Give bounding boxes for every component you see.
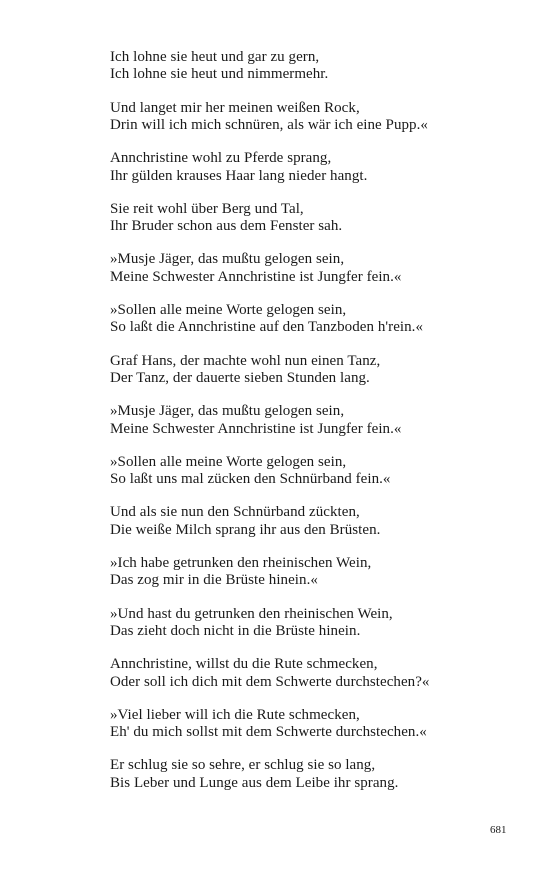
verse-line: Meine Schwester Annchristine ist Jungfer fein.« — [110, 268, 402, 285]
stanza-5 — [110, 251, 530, 302]
stanza-10 — [110, 504, 530, 555]
stanza-6 — [110, 302, 530, 353]
verse-line: Ihr Bruder schon aus dem Fenster sah. — [110, 218, 343, 235]
poem-text — [110, 49, 530, 808]
verse-line: »Musje Jäger, das mußtu gelogen sein, — [110, 403, 345, 420]
stanza-2 — [110, 100, 530, 151]
verse-line: Das zog mir in die Brüste hinein.« — [110, 572, 318, 589]
page-number: 681 — [490, 824, 507, 836]
verse-line: Ich lohne sie heut und nimmermehr. — [110, 66, 329, 83]
stanza-15 — [110, 757, 530, 808]
verse-line: Die weiße Milch sprang ihr aus den Brüsten. — [110, 521, 381, 538]
stanza-8 — [110, 403, 530, 454]
stanza-1 — [110, 49, 530, 100]
verse-line: Der Tanz, der dauerte sieben Stunden lang. — [110, 369, 370, 386]
verse-line: Graf Hans, der machte wohl nun einen Tanz, — [110, 352, 381, 369]
verse-line: »Viel lieber will ich die Rute schmecken, — [110, 706, 360, 723]
verse-line: Drin will ich mich schnüren, als wär ich eine Pupp.« — [110, 117, 428, 133]
verse-line: Und als sie nun den Schnürband zückten, — [110, 504, 360, 521]
stanza-11 — [110, 555, 530, 606]
stanza-3 — [110, 150, 530, 201]
verse-line: So laßt die Annchristine auf den Tanzboden h'rein.« — [110, 319, 424, 336]
verse-line: »Und hast du getrunken den rheinischen Wein, — [110, 605, 393, 622]
verse-line: Eh' du mich sollst mit dem Schwerte durchstechen.« — [110, 724, 427, 741]
verse-line: Bis Leber und Lunge aus dem Leibe ihr sprang. — [110, 774, 399, 791]
stanza-12 — [110, 606, 530, 657]
verse-line: »Ich habe getrunken den rheinischen Wein, — [110, 554, 372, 571]
verse-line: »Sollen alle meine Worte gelogen sein, — [110, 301, 347, 318]
verse-line: So laßt uns mal zücken den Schnürband fein.« — [110, 471, 391, 488]
verse-line: »Musje Jäger, das mußtu gelogen sein, — [110, 251, 345, 268]
verse-line: Oder soll ich dich mit dem Schwerte durchstechen?« — [110, 673, 430, 690]
verse-line: »Sollen alle meine Worte gelogen sein, — [110, 453, 347, 470]
verse-line: Er schlug sie so sehre, er schlug sie so lang, — [110, 757, 376, 774]
stanza-13 — [110, 656, 530, 707]
verse-line: Annchristine, willst du die Rute schmecken, — [110, 656, 378, 673]
stanza-14 — [110, 707, 530, 758]
verse-line: Sie reit wohl über Berg und Tal, — [110, 200, 304, 217]
verse-line: Ihr gülden krauses Haar lang nieder hangt. — [110, 167, 368, 184]
verse-line: Meine Schwester Annchristine ist Jungfer fein.« — [110, 420, 402, 437]
stanza-9 — [110, 454, 530, 505]
stanza-7 — [110, 353, 530, 404]
verse-line: Das zieht doch nicht in die Brüste hinein. — [110, 622, 361, 639]
verse-line: Und langet mir her meinen weißen Rock, — [110, 99, 360, 116]
stanza-4 — [110, 201, 530, 252]
verse-line: Ich lohne sie heut und gar zu gern, — [110, 49, 320, 65]
verse-line: Annchristine wohl zu Pferde sprang, — [110, 150, 332, 167]
